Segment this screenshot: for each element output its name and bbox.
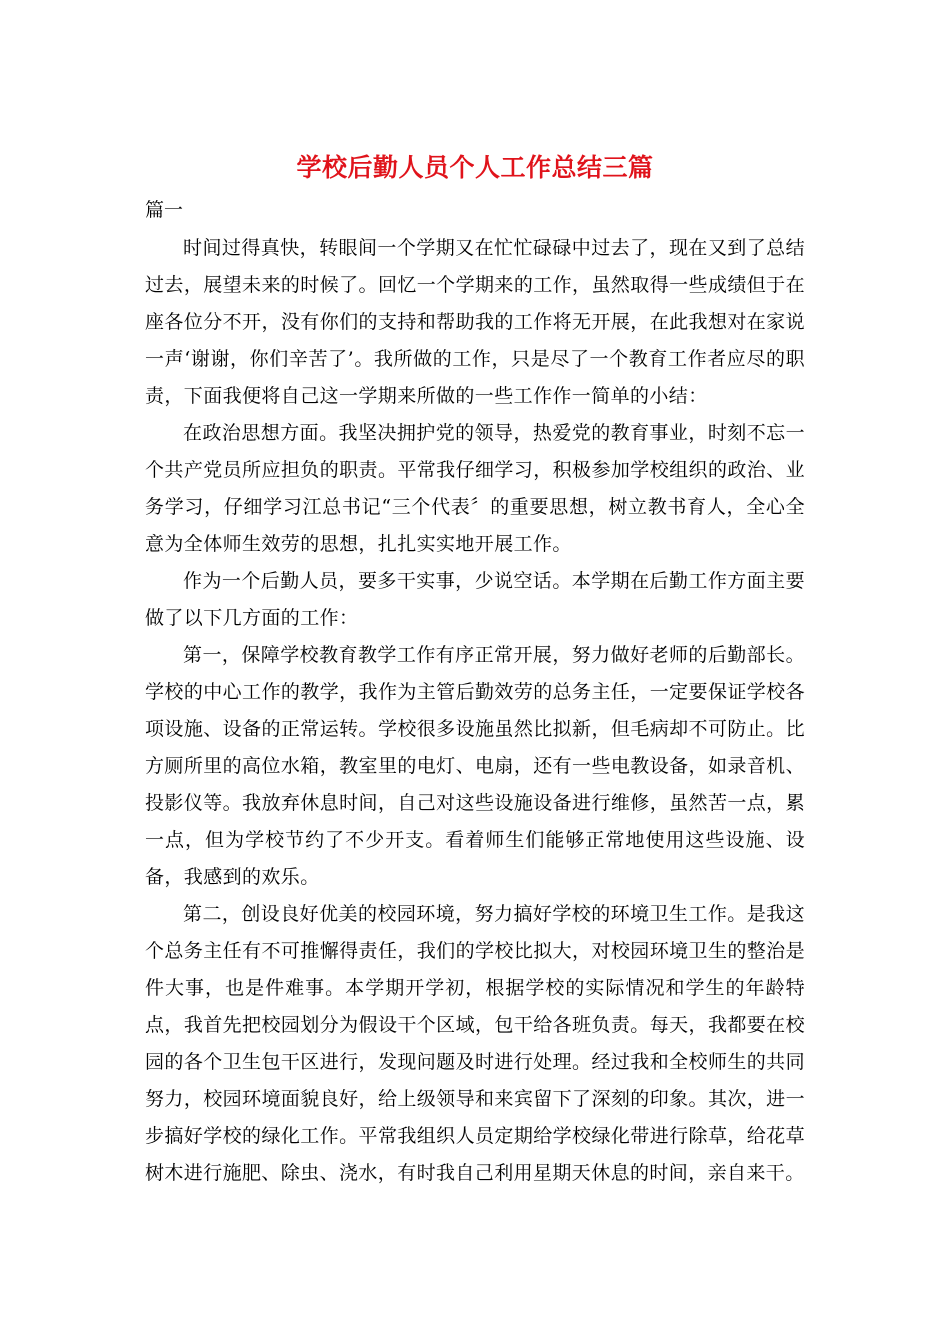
document-body — [145, 230, 805, 1192]
body-paragraph: 作为一个后勤人员，要多干实事，少说空话。本学期在后勤工作方面主要做了以下几方面的工作： — [145, 570, 805, 629]
body-paragraph: 在政治思想方面。我坚决拥护党的领导，热爱党的教育事业，时刻不忘一个共产党员所应担负的职责。平常我仔细学习，积极参加学校组织的政治、业务学习，仔细学习江总书记“三个代表〞的重要思想，树立教书育人，全心全意为全体师生效劳的思想，扎扎实实地开展工作。 — [145, 422, 805, 555]
document-title: 学校后勤人员个人工作总结三篇 — [296, 153, 654, 182]
body-paragraph: 第一，保障学校教育教学工作有序正常开展，努力做好老师的后勤部长。学校的中心工作的教学，我作为主管后勤效劳的总务主任，一定要保证学校各项设施、设备的正常运转。学校很多设施虽然比拟新，但毛病却不可防止。比方厕所里的高位水箱，教室里的电灯、电扇，还有一些电教设备，如录音机、投影仪等。我放弃休息时间，自己对这些设施设备进行维修，虽然苦一点，累一点，但为学校节约了不少开支。看着师生们能够正常地使用这些设施、设备，我感到的欢乐。 — [145, 644, 805, 888]
section-label: 篇一 — [145, 199, 184, 221]
body-paragraph: 时间过得真快，转眼间一个学期又在忙忙碌碌中过去了，现在又到了总结过去，展望未来的时候了。回忆一个学期来的工作，虽然取得一些成绩但于在座各位分不开，没有你们的支持和帮助我的工作将无开展，在此我想对在家说一声‘谢谢，你们辛苦了’。我所做的工作，只是尽了一个教育工作者应尽的职责，下面我便将自己这一学期来所做的一些工作作一简单的小结： — [145, 237, 805, 407]
body-paragraph: 第二，创设良好优美的校园环境，努力搞好学校的环境卫生工作。是我这个总务主任有不可推懈得责任，我们的学校比拟大，对校园环境卫生的整治是件大事，也是件难事。本学期开学初，根据学校的实际情况和学生的年龄特点，我首先把校园划分为假设干个区域，包干给各班负责。每天，我都要在校园的各个卫生包干区进行，发现问题及时进行处理。经过我和全校师生的共同努力，校园环境面貌良好，给上级领导和来宾留下了深刻的印象。其次，进一步搞好学校的绿化工作。平常我组织人员定期给学校绿化带进行除草，给花草树木进行施肥、除虫、浇水，有时我自己利用星期天休息的时间，亲自来干。 — [145, 903, 805, 1184]
